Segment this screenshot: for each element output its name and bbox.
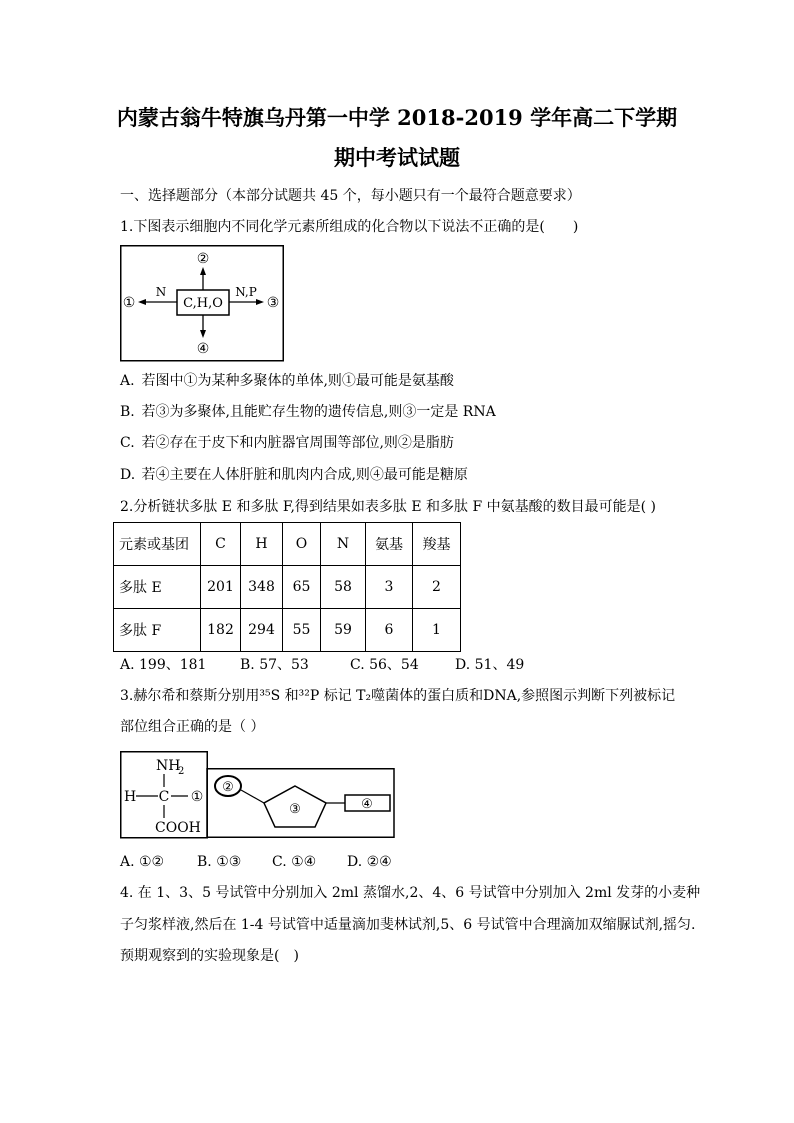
q3-bond-phosphate-sugar: [241, 790, 264, 803]
table-cell: 348: [241, 566, 283, 609]
q3-carboxyl-group: COOH: [155, 820, 201, 836]
q1-node-top: ②: [196, 251, 210, 267]
table-cell: 3: [366, 566, 413, 609]
q1-arrowhead-up: [200, 267, 206, 275]
q3-option-a: A. ①②: [120, 854, 165, 870]
q1-option-d-label: D.: [120, 467, 136, 483]
q1-right-arrow-label: N,P: [235, 285, 257, 299]
q3-carbon: C: [158, 789, 170, 805]
section-heading: 一、选择题部分（本部分试题共 45 个，每小题只有一个最符合题意要求）: [120, 188, 581, 204]
q1-arrowhead-left: [138, 299, 146, 305]
table-cell: 1: [413, 609, 461, 652]
q3-option-b: B. ①③: [197, 854, 242, 870]
q1-arrowhead-right: [256, 299, 264, 305]
q3-amino-subscript: 2: [178, 766, 185, 777]
table-cell: 多肽 F: [114, 609, 201, 652]
page-title-line1: 内蒙古翁牛特旗乌丹第一中学 2018-2019 学年高二下学期: [116, 105, 678, 130]
q3-stem-line2: 部位组合正确的是（ ）: [120, 719, 265, 735]
table-header-cell: N: [321, 523, 366, 566]
table-header-cell: 羧基: [413, 523, 461, 566]
q1-left-arrow-label: N: [155, 285, 167, 299]
table-cell: 201: [201, 566, 241, 609]
table-cell: 55: [283, 609, 321, 652]
q3-hydrogen: H: [124, 789, 137, 805]
q1-node-left: ①: [122, 295, 136, 311]
table-cell: 2: [413, 566, 461, 609]
table-header-cell: 元素或基团: [114, 523, 201, 566]
q3-sugar-marker: ③: [289, 802, 301, 817]
table-row: [114, 566, 461, 609]
table-cell: 182: [201, 609, 241, 652]
q1-option-a-label: A.: [120, 373, 135, 389]
table-header-row: [114, 523, 461, 566]
q1-option-b: [120, 402, 496, 422]
q1-stem: 1.下图表示细胞内不同化学元素所组成的化合物以下说法不正确的是( ): [120, 219, 579, 235]
q3-r-group-marker: ①: [190, 789, 204, 805]
q1-node-bottom: ④: [196, 341, 210, 357]
q2-stem: 2.分析链状多肽 E 和多肽 F,得到结果如表多肽 E 和多肽 F 中氨基酸的数目最可能是( ): [120, 499, 657, 515]
q3-option-c: C. ①④: [272, 854, 317, 870]
table-cell: 59: [321, 609, 366, 652]
table-header-cell: H: [241, 523, 283, 566]
q1-option-d-text: 若④主要在人体肝脏和肌肉内合成,则④最可能是糖原: [141, 467, 468, 483]
table-header-cell: O: [283, 523, 321, 566]
q2-option-c: C. 56、54: [350, 657, 419, 673]
q1-option-b-text: 若③为多聚体,且能贮存生物的遗传信息,则③一定是 RNA: [141, 404, 496, 420]
q1-option-b-label: B.: [120, 404, 135, 420]
table-cell: 6: [366, 609, 413, 652]
table-cell: 65: [283, 566, 321, 609]
q1-center-label: C,H,O: [183, 296, 223, 311]
q3-base-marker: ④: [361, 797, 373, 812]
q1-option-d: [120, 465, 468, 485]
q4-stem-line1: 4. 在 1、3、5 号试管中分别加入 2ml 蒸馏水,2、4、6 号试管中分别加入 2ml 发芽的小麦种: [120, 885, 701, 901]
q1-option-c-label: C.: [120, 435, 135, 451]
q1-option-c-text: 若②存在于皮下和内脏器官周围等部位,则②是脂肪: [141, 435, 454, 451]
q3-stem-line1: 3.赫尔希和蔡斯分别用³⁵S 和³²P 标记 T₂噬菌体的蛋白质和DNA,参照图示判断下列被标记: [120, 688, 676, 704]
q1-node-right: ③: [266, 295, 280, 311]
q4-stem-line3: 预期观察到的实验现象是( ): [120, 948, 299, 964]
table-header-cell: 氨基: [366, 523, 413, 566]
table-row: [114, 609, 461, 652]
q2-table: [113, 522, 461, 652]
q1-arrowhead-down: [200, 330, 206, 338]
table-header-cell: C: [201, 523, 241, 566]
table-cell: 58: [321, 566, 366, 609]
q1-option-a-text: 若图中①为某种多聚体的单体,则①最可能是氨基酸: [141, 373, 454, 389]
q1-diagram: [120, 245, 284, 362]
table-cell: 294: [241, 609, 283, 652]
q3-diagram: [120, 751, 396, 839]
q3-amino-group: NH: [156, 758, 181, 774]
q2-option-b: B. 57、53: [240, 657, 309, 673]
q2-option-a: A. 199、181: [120, 657, 207, 673]
q4-stem-line2: 子匀浆样液,然后在 1-4 号试管中适量滴加斐林试剂,5、6 号试管中合理滴加双缩脲试剂,摇匀.: [120, 917, 696, 933]
q2-option-d: D. 51、49: [455, 657, 525, 673]
q1-option-c: [120, 433, 454, 453]
q3-phosphate-marker: ②: [222, 780, 234, 795]
table-cell: 多肽 E: [114, 566, 201, 609]
page-title-line2: 期中考试试题: [334, 145, 460, 170]
q3-option-d: D. ②④: [347, 854, 392, 870]
q1-option-a: [120, 371, 454, 391]
